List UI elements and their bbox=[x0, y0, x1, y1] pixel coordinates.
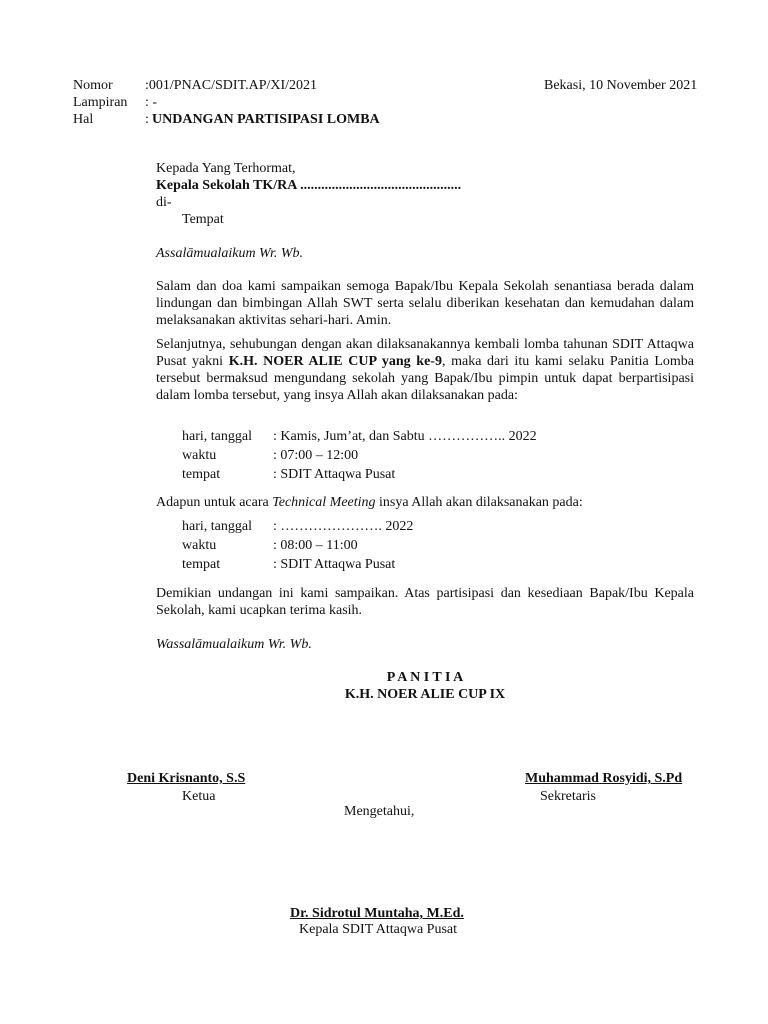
tm-italic: Technical Meeting bbox=[272, 495, 376, 510]
event-2-time-label: waktu bbox=[182, 538, 217, 553]
committee-event: K.H. NOER ALIE CUP IX bbox=[344, 687, 506, 702]
event-1-day-label: hari, tanggal bbox=[182, 429, 252, 444]
greeting: Assalāmualaikum Wr. Wb. bbox=[156, 246, 303, 261]
place-date: Bekasi, 10 November 2021 bbox=[544, 78, 698, 93]
paragraph-2-text bbox=[156, 336, 694, 404]
paragraph-2-before: Selanjutnya, sehubungan dengan akan dilaksanakannya kembali lomba tahunan SDIT Attaqwa Pusat yakni bbox=[156, 337, 694, 369]
farewell: Wassalāmualaikum Wr. Wb. bbox=[156, 637, 312, 652]
paragraph-2 bbox=[156, 336, 694, 404]
event-2-place-label: tempat bbox=[182, 557, 221, 572]
event-1-day-value: : Kamis, Jum’at, dan Sabtu …………….. 2022 bbox=[273, 429, 537, 444]
bottom-signatory-name: Dr. Sidrotul Muntaha, M.Ed. bbox=[290, 906, 464, 921]
committee-title: P A N I T I A bbox=[386, 670, 464, 685]
nomor-label: Nomor bbox=[73, 78, 113, 93]
hal-value: UNDANGAN PARTISIPASI LOMBA bbox=[152, 112, 380, 127]
lampiran-label: Lampiran bbox=[73, 95, 128, 110]
paragraph-1-text: Salam dan doa kami sampaikan semoga Bapak/Ibu Kepala Sekolah senantiasa berada dalam lindungan dan bimbingan Allah SWT serta selalu diberikan kesehatan dan kemudahan dalam melaksanakan aktivitas sehari-hari. Amin. bbox=[156, 279, 694, 328]
tm-before: Adapun untuk acara bbox=[156, 495, 273, 510]
event-2-place-value: : SDIT Attaqwa Pusat bbox=[273, 557, 396, 572]
event-1-time-label: waktu bbox=[182, 448, 217, 463]
left-signatory-name: Deni Krisnanto, S.S bbox=[127, 771, 246, 786]
closing-text: Demikian undangan ini kami sampaikan. Atas partisipasi dan kesediaan Bapak/Ibu Kepala Sekolah, kami ucapkan terima kasih. bbox=[156, 586, 694, 618]
recipient-line3: di- bbox=[156, 195, 172, 210]
tm-after: insya Allah akan dilaksanakan pada: bbox=[375, 495, 583, 510]
acknowledge-label: Mengetahui, bbox=[344, 804, 415, 819]
event-1-place-value: : SDIT Attaqwa Pusat bbox=[273, 467, 396, 482]
recipient-line2 bbox=[156, 177, 461, 194]
technical-meeting-intro bbox=[156, 494, 583, 511]
paragraph-2-after: , maka dari itu kami selaku Panitia Lomba tersebut bermaksud mengundang sekolah yang Bapak/Ibu pimpin untuk dapat berpartisipasi dalam lomba tersebut, yang insya Allah akan dilaksanakan pada: bbox=[156, 354, 694, 403]
paragraph-1 bbox=[156, 278, 694, 329]
recipient-line4: Tempat bbox=[182, 212, 224, 227]
hal-label: Hal bbox=[73, 112, 94, 127]
event-name: K.H. NOER ALIE CUP yang ke-9 bbox=[228, 354, 442, 369]
bottom-signatory-role: Kepala SDIT Attaqwa Pusat bbox=[299, 922, 457, 937]
left-signatory-role: Ketua bbox=[182, 789, 216, 804]
event-2-day-label: hari, tanggal bbox=[182, 519, 252, 534]
event-1-time-value: : 07:00 – 12:00 bbox=[273, 448, 359, 463]
recipient-title: Kepala Sekolah TK/RA bbox=[156, 178, 297, 193]
nomor-value: :001/PNAC/SDIT.AP/XI/2021 bbox=[145, 78, 318, 93]
event-2-day-value: : …………………. 2022 bbox=[273, 519, 414, 534]
hal-colon: : bbox=[145, 112, 149, 127]
recipient-dots: .............................................. bbox=[296, 178, 462, 193]
right-signatory-role: Sekretaris bbox=[540, 789, 596, 804]
event-1-place-label: tempat bbox=[182, 467, 221, 482]
lampiran-value: : - bbox=[145, 95, 158, 110]
recipient-line1: Kepada Yang Terhormat, bbox=[156, 161, 296, 176]
right-signatory-name: Muhammad Rosyidi, S.Pd bbox=[525, 771, 683, 786]
closing-paragraph bbox=[156, 585, 694, 619]
event-2-time-value: : 08:00 – 11:00 bbox=[273, 538, 358, 553]
